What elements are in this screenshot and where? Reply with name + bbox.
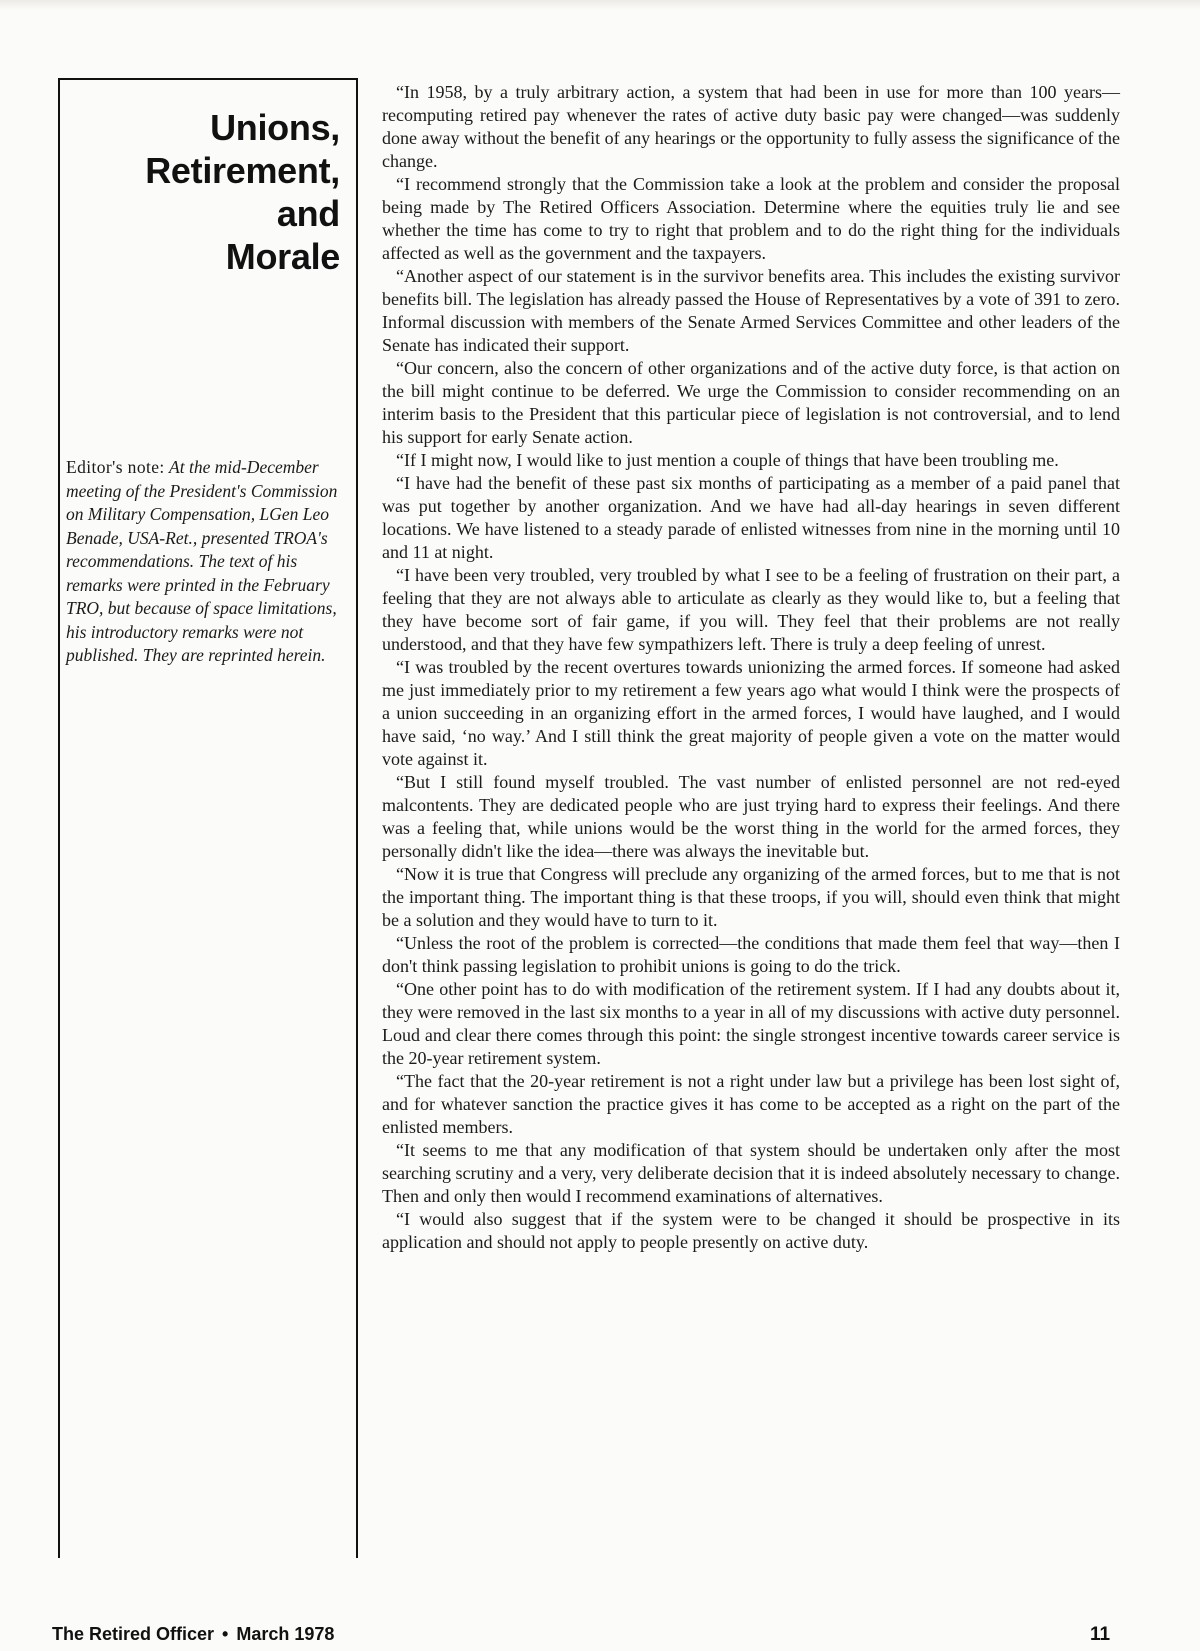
headline-line-3: and [276, 193, 340, 234]
headline-line-4: Morale [225, 236, 340, 277]
editors-note-label: Editor's note: [66, 457, 165, 477]
article-paragraph: “Now it is true that Congress will preclude any organizing of the armed forces, but to me that is not the important thing. The important thing is that these troops, if you will, should even think that might be a solution and they would have to turn to it. [382, 864, 1120, 930]
footer-publication-line [52, 1624, 334, 1645]
headline-line-1: Unions, [210, 107, 340, 148]
article-paragraph: “I recommend strongly that the Commission take a look at the problem and consider the proposal being made by The Retired Officers Association. Determine where the equities truly lie and see whether the time has come to try to right that problem and to do the right thing for the individuals affected as well as the government and the taxpayers. [382, 174, 1120, 263]
page-top-edge [0, 0, 1200, 10]
article-paragraph: “One other point has to do with modification of the retirement system. If I had any doubts about it, they were removed in the last six months to a year in all of my discussions with active duty personnel. Loud and clear there comes through this point: the single strongest incentive towards career service is the 20-year retirement system. [382, 979, 1120, 1068]
editors-note-text: At the mid-December meeting of the President's Commission on Military Compensation, LGen Leo Benade, USA-Ret., presented TROA's recommendations. The text of his remarks were printed in the February TRO, but because of space limitations, his introductory remarks were not published. They are reprinted herein. [66, 457, 338, 665]
footer-issue: March 1978 [236, 1624, 335, 1644]
article-paragraph: “I have had the benefit of these past six months of participating as a member of a paid panel that was put together by another organization. And we have had all-day hearings in seven different locations. We have listened to a steady parade of enlisted witnesses from nine in the morning until 10 and 11 at night. [382, 473, 1120, 562]
article-paragraph: “I have been very troubled, very troubled by what I see to be a feeling of frustration on their part, a feeling that they are not always able to articulate as clearly as they would like to, but a feeling that they have become sort of fair game, if you will. They feel that their problems are not really understood, and that they have few sympathizers left. There is truly a deep feeling of unrest. [382, 565, 1120, 654]
editors-note [66, 456, 352, 668]
article-paragraph: “I was troubled by the recent overtures towards unionizing the armed forces. If someone had asked me just immediately prior to my retirement a few years ago what would I think were the prospects of a union succeeding in an organizing effort in the armed forces, I would have laughed, and I would have said, ‘no way.’ And I still think the great majority of people given a vote on the matter would vote against it. [382, 657, 1120, 769]
headline-line-2: Retirement, [145, 150, 340, 191]
article-body [382, 81, 1120, 1254]
sidebar-box [58, 78, 358, 1558]
article-paragraph: “In 1958, by a truly arbitrary action, a system that had been in use for more than 100 years—recomputing retired pay whenever the rates of active duty basic pay were changed—was suddenly done away without the benefit of any hearings or the opportunity to fully assess the significance of the change. [382, 82, 1120, 171]
article-paragraph: “It seems to me that any modification of that system should be undertaken only after the most searching scrutiny and a very, very deliberate decision that it is indeed absolutely necessary to change. Then and only then would I recommend examinations of alternatives. [382, 1140, 1120, 1206]
article-paragraph: “I would also suggest that if the system were to be changed it should be prospective in its application and should not apply to people presently on active duty. [382, 1209, 1120, 1252]
article-paragraph: “But I still found myself troubled. The vast number of enlisted personnel are not red-eyed malcontents. They are dedicated people who are just trying hard to express their feelings. And there was a feeling that, while unions would be the worst thing in the world for the armed forces, they personally didn't like the idea—there was always the inevitable but. [382, 772, 1120, 861]
article-paragraph: “Unless the root of the problem is corrected—the conditions that made them feel that way—then I don't think passing legislation to prohibit unions is going to do the trick. [382, 933, 1120, 976]
article-paragraph: “If I might now, I would like to just mention a couple of things that have been troubling me. [396, 450, 1059, 470]
article-paragraph: “The fact that the 20-year retirement is not a right under law but a privilege has been lost sight of, and for whatever sanction the practice gives it has come to be accepted as a right on the part of the enlisted members. [382, 1071, 1120, 1137]
article-paragraph: “Our concern, also the concern of other organizations and of the active duty force, is that action on the bill might continue to be deferred. We urge the Commission to consider recommending on an interim basis to the President that this particular piece of legislation is not controversial, and to lend his support for early Senate action. [382, 358, 1120, 447]
page-number: 11 [1090, 1624, 1111, 1645]
footer-publication: The Retired Officer [52, 1624, 215, 1644]
article-paragraph: “Another aspect of our statement is in the survivor benefits area. This includes the existing survivor benefits bill. The legislation has already passed the House of Representatives by a vote of 391 to zero. Informal discussion with members of the Senate Armed Services Committee and other leaders of the Senate has indicated their support. [382, 266, 1120, 355]
footer-bullet: • [222, 1624, 229, 1644]
headline [70, 106, 340, 278]
